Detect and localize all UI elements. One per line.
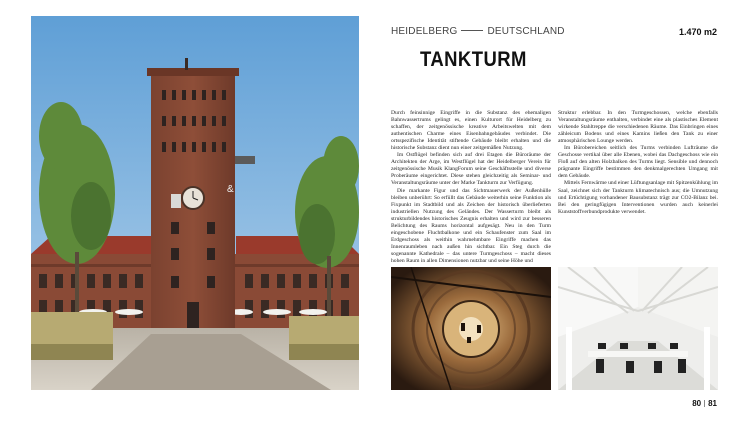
svg-text:&: & bbox=[227, 184, 234, 195]
body-text-column-left bbox=[391, 110, 551, 265]
photo-tank-interior bbox=[391, 267, 551, 390]
photo-attic-office bbox=[558, 267, 718, 390]
tower-illustration bbox=[31, 16, 359, 390]
paragraph: Durch feinsinnige Eingriffe in die Substanz des ehemaligen Bahnwassertrums gelingt es, einen Kulturort für Heidelberg zu schaffen, der zeitgenössische kreative Arbeitswelten mit dem authentischen Charme eines Eisenbahngebäudes verbindet. Die ortsspezifische Identität stiftende Gebäude bleibt erhalten und die historische Substanz dient nun einer zeitgemäßen Nutzung. bbox=[391, 110, 551, 152]
city-label: HEIDELBERG bbox=[391, 26, 458, 37]
page-number-right: 81 bbox=[708, 399, 717, 408]
paragraph: Im Ostflügel befinden sich auf drei Etagen die Büroräume der Architekten der Arge, im Westflügel hat der Heidelberger Verein für zeitgenössische Musik KlangForum seine Geschäftsstelle und diverse Proberäume eingerichtet. Diese stehen gleichzeitig als Seminar- und Veranstaltungsräume unter der Marke Tankturm zur Verfügung. bbox=[391, 152, 551, 187]
page-title: TANKTURM bbox=[420, 48, 527, 71]
body-text-column-right bbox=[558, 110, 718, 216]
attic-illustration bbox=[558, 267, 718, 390]
paragraph: Struktur erlebbar. In den Turmgeschossen, welche ebenfalls Veranstaltungsräume enthalten, verbindet eine als plastisches Element wirkende Stahltreppe die verschiedenen Räume. Das Einbringen eines zähleicum Bodens und eines Kamins ließen den Tank zu einer atmosphärischen Lounge werden. bbox=[558, 110, 718, 145]
paragraph: Im Bürobereichen seitlich des Turms verbinden Lufträume die Geschosse vertikal über alle Ebenen, wobei das Dachgeschoss wie ein Floß auf den alten Holzbalken des Turms liegt. Sensible und dennoch prägnante Eingriffe bestimmen den denkmalgerechten Umgang mit dem Gebäude. bbox=[558, 145, 718, 180]
header-separator bbox=[461, 30, 483, 31]
page-numbers bbox=[692, 399, 717, 408]
folio-separator bbox=[704, 400, 705, 407]
tank-illustration bbox=[391, 267, 551, 390]
area-label: 1.470 m2 bbox=[678, 27, 717, 37]
paragraph: Die markante Figur und das Sichtmauerwerk der Außenhülle bleiben unberührt: So erfüllt das Gebäude weiterhin seine Funktion als Fixpunkt im Stadtbild und als Zeichen der historisch überlieferten industriellen Nutzung des Geländes. Der Wasserturm bleibt als strukturbildendes historisches Zeugnis erhalten und wird zur besseren Belichtung des Raums horizontal aufgesägt. Neu in den Turm eingeschobene Fluchtbalkone und ein Schaufenster zum Saal im Erdgeschoss als weithin wahrnehmbare Eingriffe machen das Innenraumleben nach außen hin sichtbar. Ein Steg durch die sogenannte Kathedrale – das untere Turmgeschoss – macht dieses hohen Raum in allen Dimensionen nutzbar und seine Höhe und bbox=[391, 187, 551, 264]
paragraph: Mittels Fernwärme und einer Lüftungsanlage mit Spitzenkühlung im Saal, zeichnet sich der Tankturm klimatechnisch aus; die Umnutzung und Ertüchtigung vorhandener Bausubstanz trägt zur CO2-Bilanz bei. Bei den geringfügigen Interventionen wurden auch keinerlei Kunststoffverbundprodukte verwendet. bbox=[558, 180, 718, 215]
main-photo-tankturm bbox=[31, 16, 359, 390]
page-number-left: 80 bbox=[692, 399, 702, 408]
country-label: DEUTSCHLAND bbox=[487, 26, 565, 37]
location-header bbox=[391, 26, 565, 37]
